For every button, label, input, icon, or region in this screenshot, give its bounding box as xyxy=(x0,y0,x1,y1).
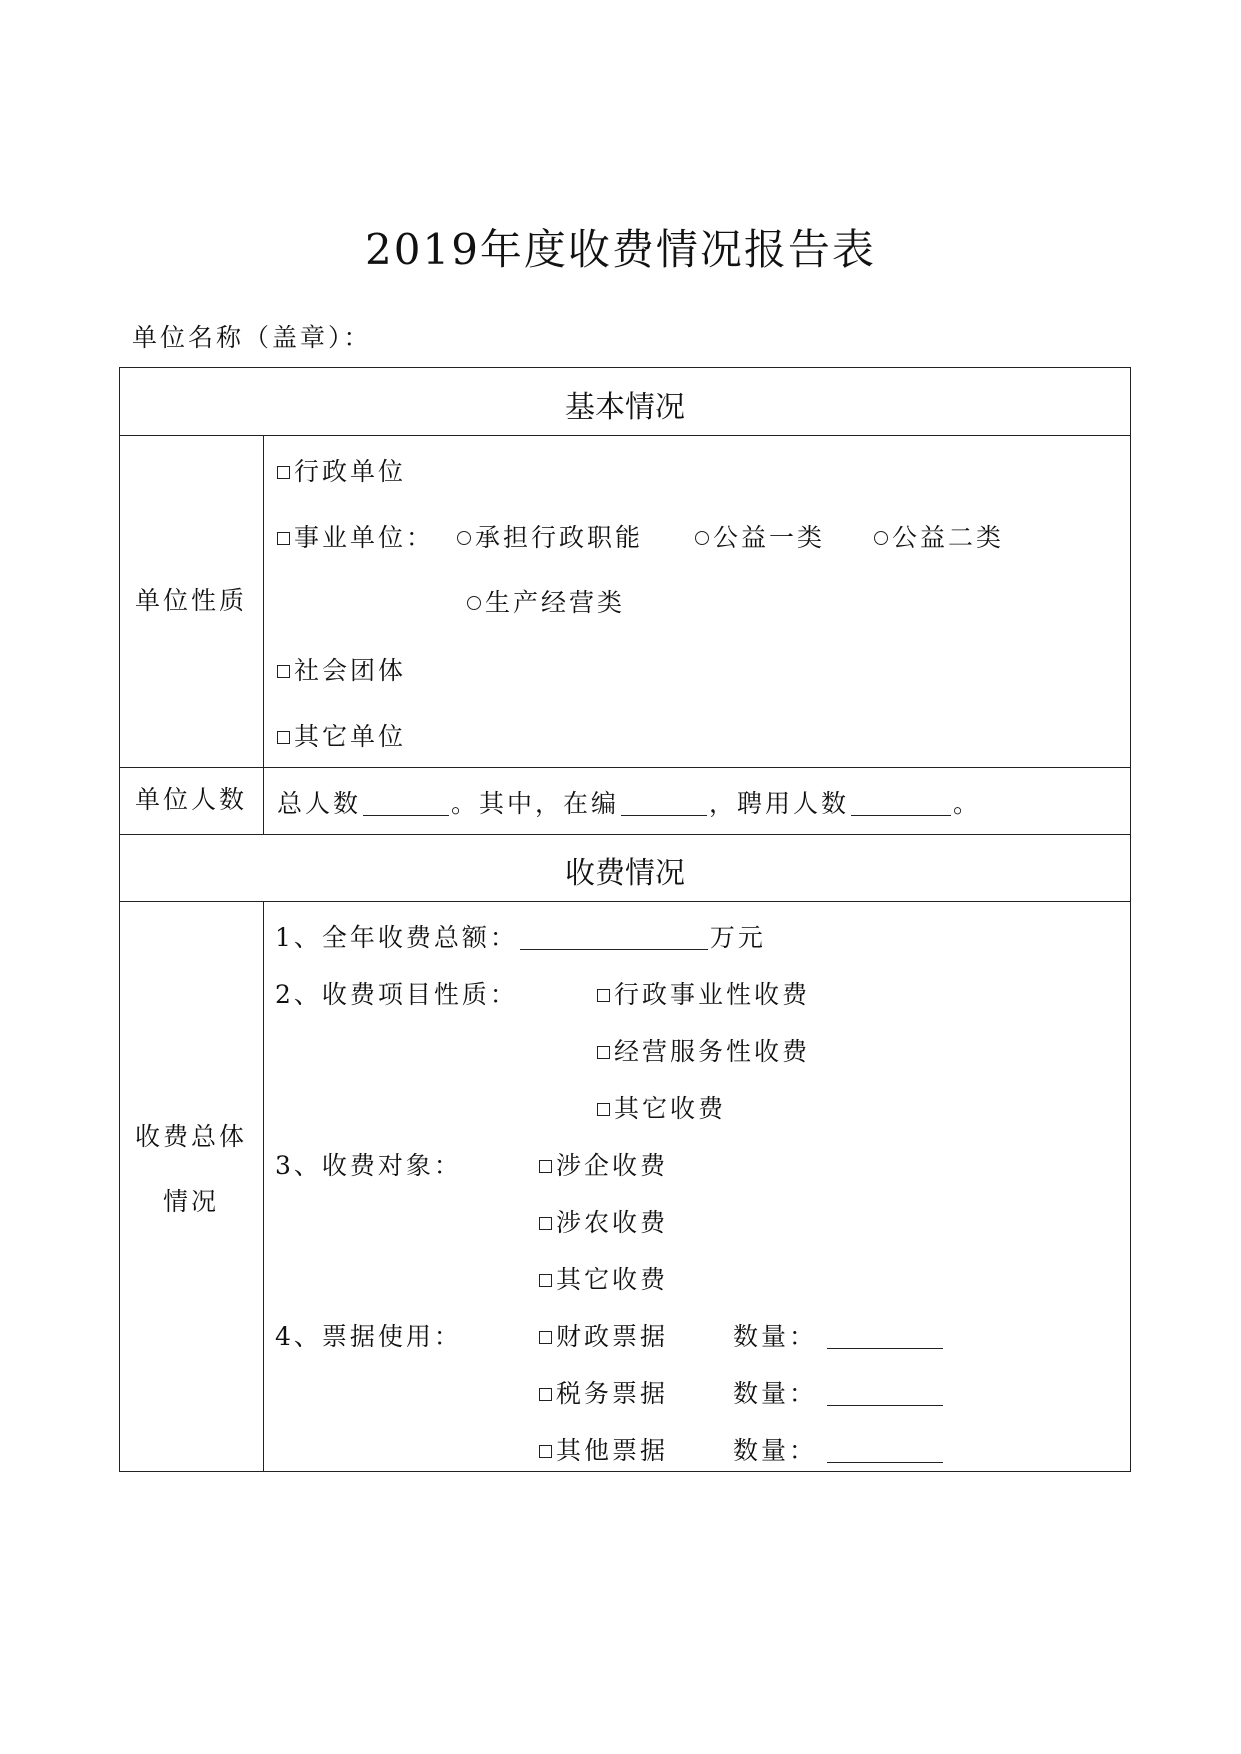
column-divider xyxy=(263,435,264,834)
column-divider xyxy=(263,901,264,1472)
overall-label-1: 收费总体 xyxy=(134,1122,247,1151)
radio-circle[interactable] xyxy=(457,531,471,545)
q1-total-fees xyxy=(275,918,766,954)
option-label: 公益二类 xyxy=(892,523,1005,552)
option-label: 涉农收费 xyxy=(556,1208,669,1237)
checkbox[interactable] xyxy=(597,1103,610,1116)
staff-hired-label: ，聘用人数 xyxy=(709,789,850,818)
option-label: 其他票据 xyxy=(556,1436,669,1465)
checkbox[interactable] xyxy=(277,532,290,545)
q3-option-enterprise[interactable] xyxy=(539,1146,668,1182)
option-label: 其它收费 xyxy=(614,1094,727,1123)
q4-label: 4、票据使用： xyxy=(275,1322,462,1351)
q2-option-service[interactable] xyxy=(597,1032,810,1068)
quantity-blank[interactable] xyxy=(827,1326,943,1349)
unit-name-label: 单位名称（盖章）： xyxy=(132,323,372,352)
q4-option-tax[interactable] xyxy=(539,1374,668,1410)
option-institution[interactable] xyxy=(277,518,434,554)
q3-option-other[interactable] xyxy=(539,1260,668,1296)
radio-circle[interactable] xyxy=(467,596,481,610)
checkbox[interactable] xyxy=(277,731,290,744)
option-label: 社会团体 xyxy=(294,656,407,685)
checkbox[interactable] xyxy=(539,1331,552,1344)
staff-count-row xyxy=(277,784,981,820)
q2-label: 2、收费项目性质： xyxy=(275,980,518,1009)
q4-option-finance[interactable] xyxy=(539,1317,668,1353)
option-label: 财政票据 xyxy=(556,1322,669,1351)
q4-quantity-other xyxy=(733,1431,945,1467)
staff-hired-blank[interactable] xyxy=(851,793,951,816)
checkbox[interactable] xyxy=(539,1274,552,1287)
q4-quantity-finance xyxy=(733,1317,945,1353)
checkbox[interactable] xyxy=(597,1046,610,1059)
checkbox[interactable] xyxy=(539,1160,552,1173)
quantity-label: 数量： xyxy=(733,1322,818,1351)
option-label: 公益一类 xyxy=(713,523,826,552)
q4-quantity-tax xyxy=(733,1374,945,1410)
quantity-label: 数量： xyxy=(733,1379,818,1408)
suboption-public-welfare-2[interactable] xyxy=(874,518,1004,554)
staff-on-payroll-label: 。其中，在编 xyxy=(451,789,620,818)
checkbox[interactable] xyxy=(539,1388,552,1401)
radio-circle[interactable] xyxy=(695,531,709,545)
q4-option-other[interactable] xyxy=(539,1431,668,1467)
suboption-production[interactable] xyxy=(467,583,625,619)
suboption-admin-function[interactable] xyxy=(457,518,643,554)
quantity-blank[interactable] xyxy=(827,1440,943,1463)
staff-total-label: 总人数 xyxy=(277,789,362,818)
option-label: 税务票据 xyxy=(556,1379,669,1408)
overall-label-2: 情况 xyxy=(162,1187,219,1216)
q1-unit: 万元 xyxy=(709,923,766,952)
q2-option-admin[interactable] xyxy=(597,975,810,1011)
radio-circle[interactable] xyxy=(874,531,888,545)
table-divider xyxy=(119,767,1131,768)
table-divider xyxy=(119,901,1131,902)
unit-nature-label: 单位性质 xyxy=(134,586,247,615)
option-label: 其它收费 xyxy=(556,1265,669,1294)
checkbox[interactable] xyxy=(277,665,290,678)
quantity-blank[interactable] xyxy=(827,1383,943,1406)
option-social-group[interactable] xyxy=(277,651,406,687)
staff-on-payroll-blank[interactable] xyxy=(621,793,707,816)
q3-option-agriculture[interactable] xyxy=(539,1203,668,1239)
option-label: 经营服务性收费 xyxy=(614,1037,811,1066)
checkbox[interactable] xyxy=(539,1217,552,1230)
option-admin-unit[interactable] xyxy=(277,452,406,488)
q1-label: 1、全年收费总额： xyxy=(275,923,518,952)
table-divider xyxy=(119,435,1131,436)
option-label: 生产经营类 xyxy=(485,588,626,617)
option-label: 涉企收费 xyxy=(556,1151,669,1180)
page-title: 2019年度收费情况报告表 xyxy=(365,225,876,274)
checkbox[interactable] xyxy=(539,1445,552,1458)
suboption-public-welfare-1[interactable] xyxy=(695,518,825,554)
option-label: 行政单位 xyxy=(294,457,407,486)
basic-info-header: 基本情况 xyxy=(565,390,685,425)
quantity-label: 数量： xyxy=(733,1436,818,1465)
option-label: 行政事业性收费 xyxy=(614,980,811,1009)
total-fees-blank[interactable] xyxy=(520,927,708,950)
option-other-unit[interactable] xyxy=(277,717,406,753)
q3-label: 3、收费对象： xyxy=(275,1151,462,1180)
option-label: 其它单位 xyxy=(294,722,407,751)
staff-end-mark: 。 xyxy=(953,789,982,818)
option-label: 事业单位： xyxy=(294,523,435,552)
checkbox[interactable] xyxy=(597,989,610,1002)
q2-option-other[interactable] xyxy=(597,1089,726,1125)
fees-header: 收费情况 xyxy=(565,856,685,891)
option-label: 承担行政职能 xyxy=(475,523,644,552)
checkbox[interactable] xyxy=(277,466,290,479)
staff-total-blank[interactable] xyxy=(363,793,449,816)
staff-count-label: 单位人数 xyxy=(134,785,247,814)
table-divider xyxy=(119,834,1131,835)
